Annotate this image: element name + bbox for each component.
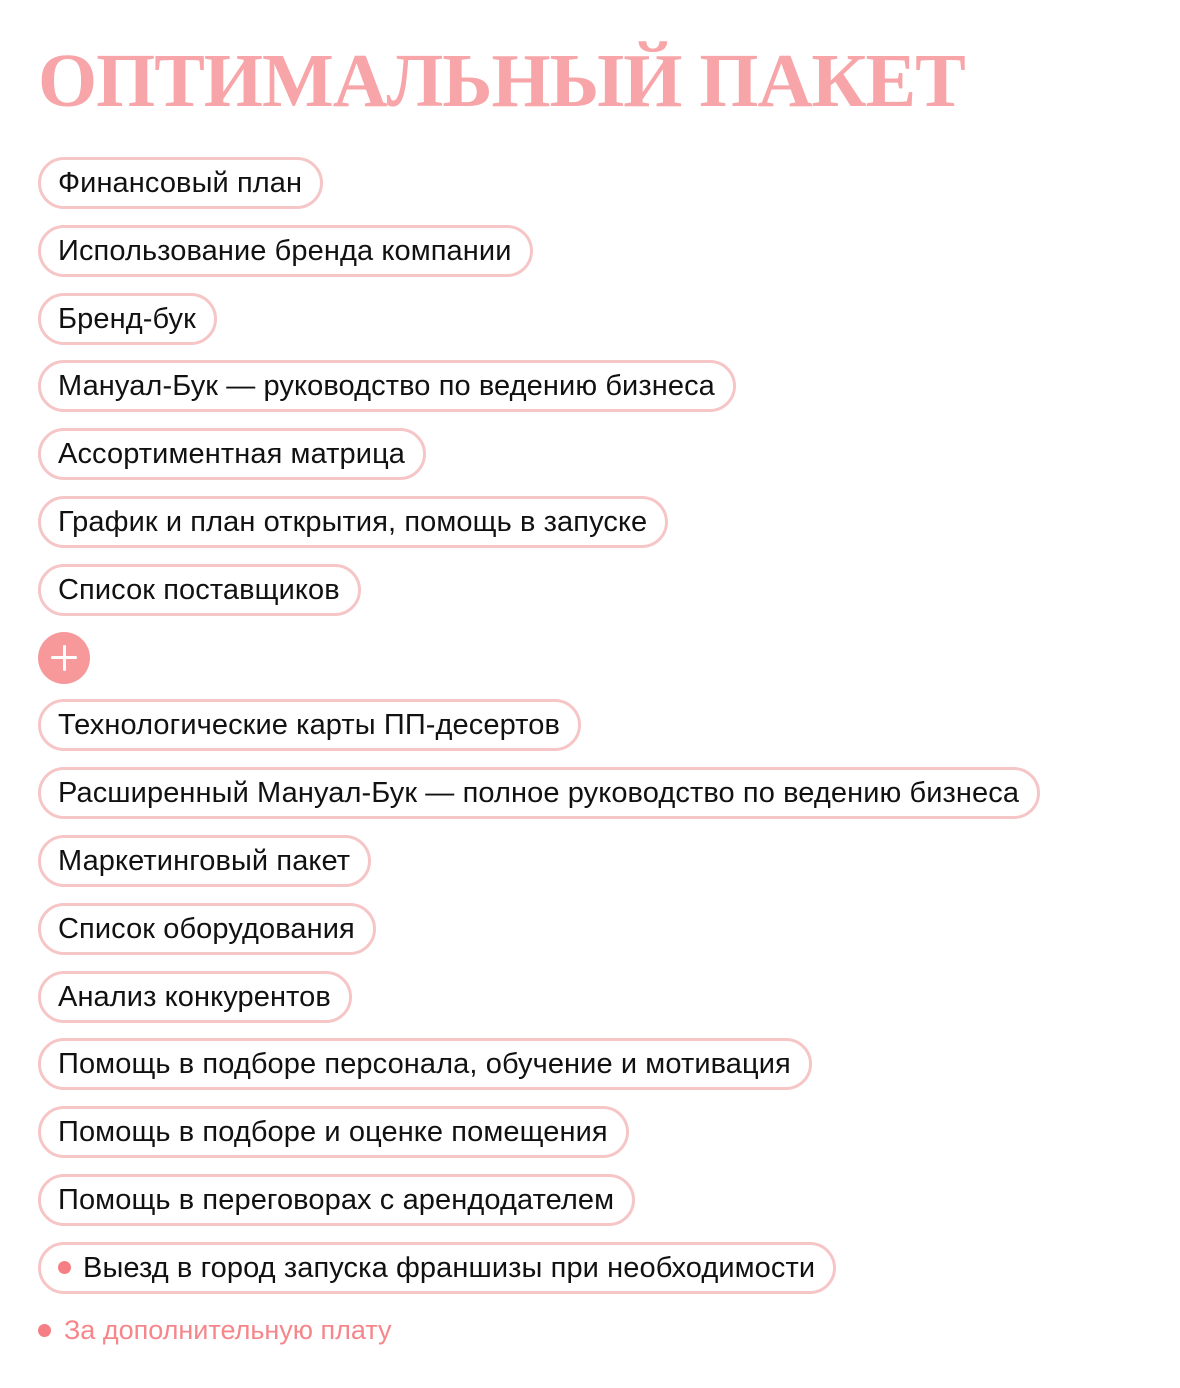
feature-label: График и план открытия, помощь в запуске <box>58 505 648 538</box>
feature-pill <box>38 903 376 955</box>
feature-label: Помощь в переговорах с арендодателем <box>58 1183 615 1216</box>
feature-pill <box>38 360 736 412</box>
feature-label: Ассортиментная матрица <box>58 438 406 471</box>
feature-label: Выезд в город запуска франшизы при необходимости <box>83 1251 816 1284</box>
plus-separator <box>38 632 1040 684</box>
paid-dot-icon <box>58 1261 71 1274</box>
plus-icon <box>38 632 90 684</box>
list-item <box>38 564 1040 616</box>
list-item <box>38 428 1040 480</box>
feature-label: Мануал-Бук — руководство по ведению бизнеса <box>58 370 715 403</box>
feature-label: Помощь в подборе и оценке помещения <box>58 1116 608 1149</box>
feature-pill-paid <box>38 1242 836 1294</box>
list-item <box>38 225 1040 277</box>
feature-pill <box>38 767 1040 819</box>
list-item <box>38 1174 1040 1226</box>
footnote-text: За дополнительную плату <box>64 1315 392 1345</box>
feature-pill <box>38 293 217 345</box>
list-item <box>38 157 1040 209</box>
feature-pill <box>38 971 352 1023</box>
feature-label: Помощь в подборе персонала, обучение и мотивация <box>58 1048 791 1081</box>
footnote <box>38 1310 392 1350</box>
feature-pill <box>38 1106 629 1158</box>
list-item <box>38 835 1040 887</box>
feature-label: Маркетинговый пакет <box>58 844 351 877</box>
list-item <box>38 1106 1040 1158</box>
list-item <box>38 1242 1040 1294</box>
package-feature-list <box>38 157 1040 1310</box>
feature-label: Анализ конкурентов <box>58 980 331 1013</box>
list-item <box>38 293 1040 345</box>
list-item <box>38 496 1040 548</box>
feature-label: Бренд-бук <box>58 302 196 335</box>
feature-label: Технологические карты ПП-десертов <box>58 709 560 742</box>
feature-pill <box>38 1038 812 1090</box>
feature-label: Список поставщиков <box>58 573 340 606</box>
paid-dot-icon <box>38 1324 51 1337</box>
list-item <box>38 360 1040 412</box>
page-title: ОПТИМАЛЬНЫЙ ПАКЕТ <box>38 39 965 123</box>
list-item <box>38 971 1040 1023</box>
feature-label: Список оборудования <box>58 912 355 945</box>
list-item <box>38 903 1040 955</box>
list-item <box>38 699 1040 751</box>
feature-pill <box>38 225 533 277</box>
feature-pill <box>38 157 323 209</box>
feature-pill <box>38 835 371 887</box>
list-item <box>38 1038 1040 1090</box>
feature-pill <box>38 564 361 616</box>
feature-label: Использование бренда компании <box>58 234 512 267</box>
feature-pill <box>38 428 426 480</box>
feature-pill <box>38 496 668 548</box>
feature-label: Финансовый план <box>58 167 303 199</box>
feature-label: Расширенный Мануал-Бук — полное руководство по ведению бизнеса <box>58 777 1020 810</box>
feature-pill <box>38 1174 635 1226</box>
list-item <box>38 767 1040 819</box>
feature-pill <box>38 699 581 751</box>
